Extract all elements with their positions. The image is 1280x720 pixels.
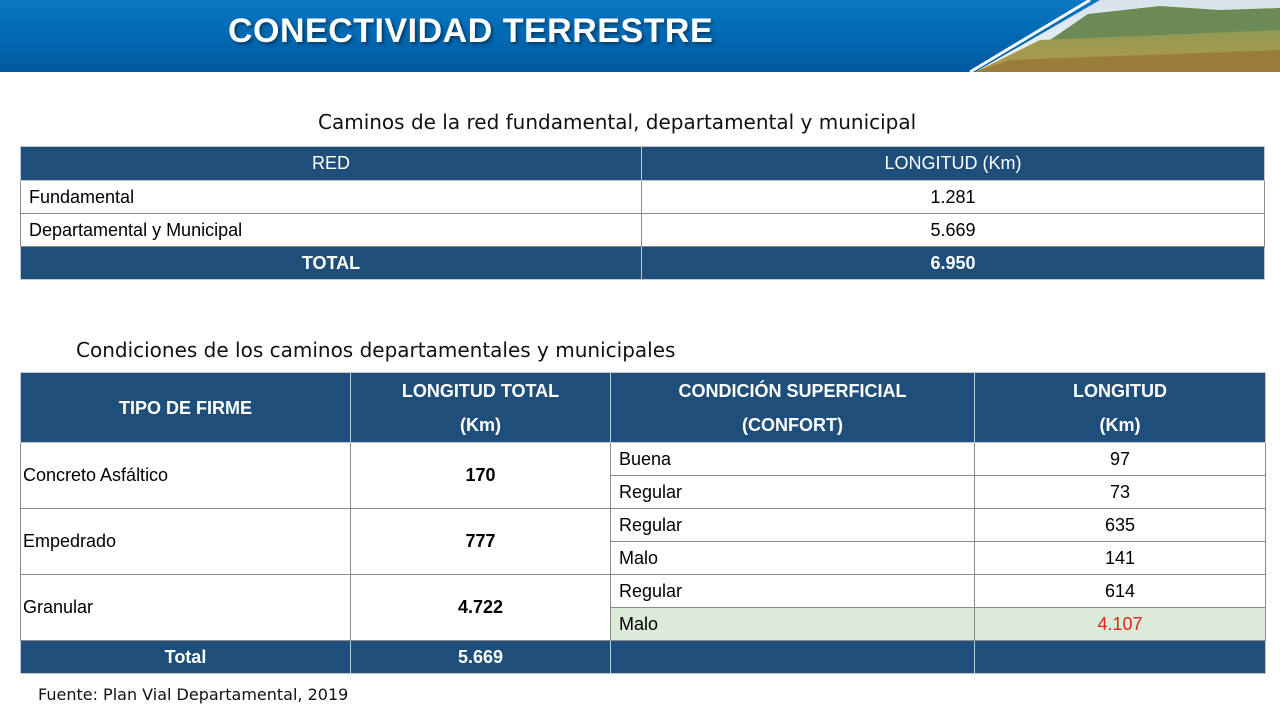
- condicion-cell: Regular: [611, 575, 975, 608]
- condicion-cell: Buena: [611, 443, 975, 476]
- total-label: TOTAL: [21, 247, 642, 280]
- longitud-cell: 73: [975, 476, 1266, 509]
- total-row: [21, 247, 1265, 280]
- longitud-total-cell: 777: [351, 509, 611, 575]
- longitud-cell: 635: [975, 509, 1266, 542]
- column-header-longitud: LONGITUD (Km): [975, 373, 1266, 443]
- condicion-cell: Malo: [611, 542, 975, 575]
- longitud-cell: 97: [975, 443, 1266, 476]
- table-row: [21, 509, 1266, 542]
- table2-caption: Condiciones de los caminos departamentales y municipales: [76, 338, 676, 362]
- table-row: [21, 214, 1265, 247]
- longitud-cell: 141: [975, 542, 1266, 575]
- tipo-firme-cell: Concreto Asfáltico: [21, 443, 351, 509]
- total-row: [21, 641, 1266, 674]
- column-header-red: RED: [21, 147, 642, 181]
- row-longitud-value: 1.281: [642, 181, 1265, 214]
- longitud-cell-highlighted: 4.107: [975, 608, 1266, 641]
- column-header-longitud-total: LONGITUD TOTAL (Km): [351, 373, 611, 443]
- condicion-cell: Regular: [611, 476, 975, 509]
- empty-cell: [975, 641, 1266, 674]
- road-conditions-table: [20, 372, 1266, 674]
- condicion-cell: Malo: [611, 608, 975, 641]
- row-longitud-value: 5.669: [642, 214, 1265, 247]
- table1-caption: Caminos de la red fundamental, departamental y municipal: [318, 110, 917, 134]
- column-header-tipo-firme: TIPO DE FIRME: [21, 373, 351, 443]
- row-red-label: Departamental y Municipal: [21, 214, 642, 247]
- longitud-total-cell: 4.722: [351, 575, 611, 641]
- table-row: [21, 181, 1265, 214]
- total-label: Total: [21, 641, 351, 674]
- longitud-cell: 614: [975, 575, 1266, 608]
- tipo-firme-cell: Empedrado: [21, 509, 351, 575]
- table-row: [21, 575, 1266, 608]
- empty-cell: [611, 641, 975, 674]
- column-header-longitud: LONGITUD (Km): [642, 147, 1265, 181]
- tipo-firme-cell: Granular: [21, 575, 351, 641]
- row-red-label: Fundamental: [21, 181, 642, 214]
- total-value: 6.950: [642, 247, 1265, 280]
- total-value: 5.669: [351, 641, 611, 674]
- condicion-cell: Regular: [611, 509, 975, 542]
- slide-title: CONECTIVIDAD TERRESTRE: [228, 12, 714, 50]
- longitud-total-cell: 170: [351, 443, 611, 509]
- table-row: [21, 443, 1266, 476]
- source-note: Fuente: Plan Vial Departamental, 2019: [38, 685, 349, 704]
- road-network-table: [20, 146, 1265, 280]
- column-header-condicion: CONDICIÓN SUPERFICIAL (CONFORT): [611, 373, 975, 443]
